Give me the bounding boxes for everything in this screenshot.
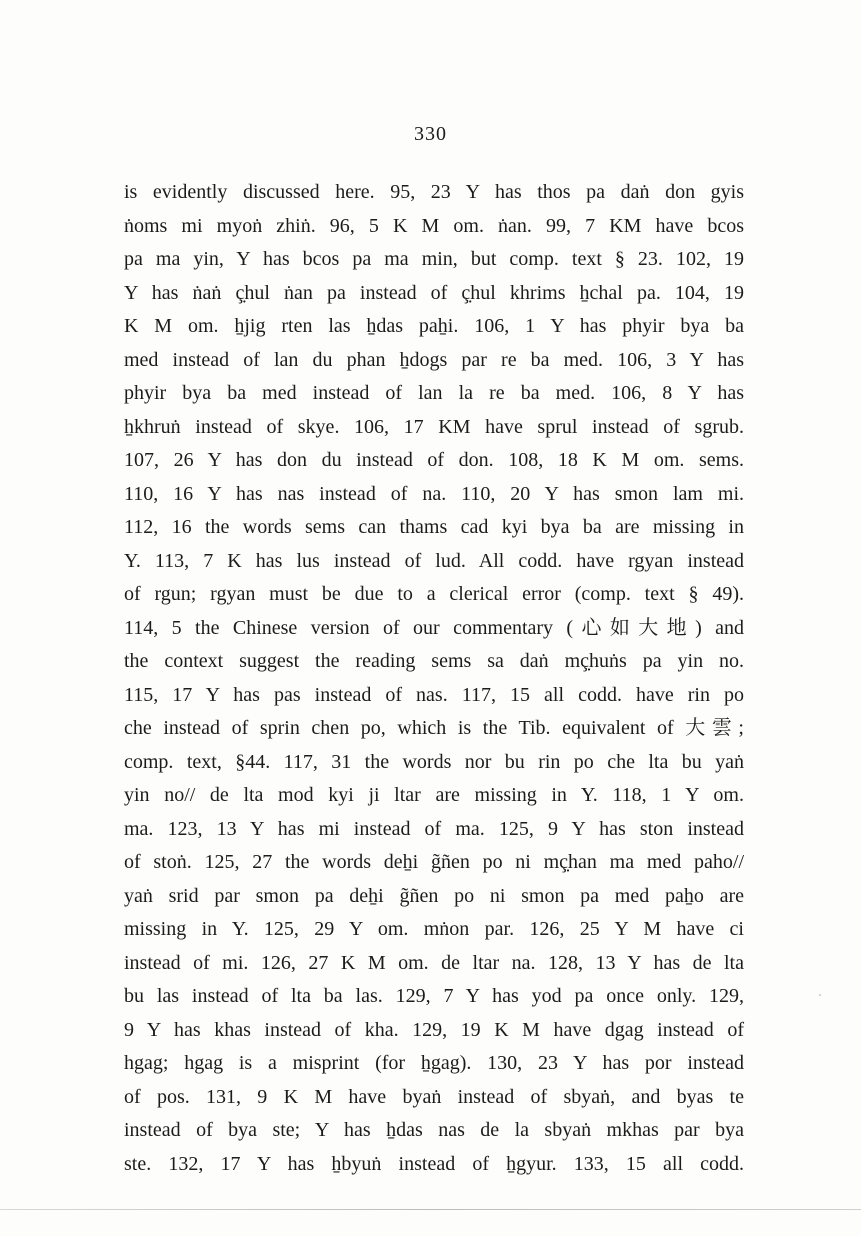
bottom-scan-edge (0, 1209, 861, 1210)
text-line: instead of mi. 126, 27 K M om. de ltar na. 128, 13 Y has de lta (124, 951, 744, 974)
text-line: 107, 26 Y has don du instead of don. 108, 18 K M om. sems. (124, 449, 744, 471)
text-line: is evidently discussed here. 95, 23 Y has thos pa daṅ don gyis (124, 181, 744, 203)
scan-speck (819, 994, 821, 996)
text-line: ẖkhruṅ instead of skye. 106, 17 KM have sprul instead of sgrub. (124, 415, 744, 438)
page-number: 330 (414, 123, 447, 145)
text-line: 9 Y has khas instead of kha. 129, 19 K M have dgag instead of (124, 1018, 744, 1041)
text-line: ste. 132, 17 Y has ẖbyuṅ instead of ẖgyur. 133, 15 all codd. (124, 1152, 744, 1175)
text-line: med instead of lan du phan ẖdogs par re ba med. 106, 3 Y has (124, 348, 744, 371)
text-line: comp. text, §44. 117, 31 the words nor bu rin po che lta bu yaṅ (124, 750, 744, 773)
text-line: 114, 5 the Chinese version of our commentary (心如大地) and (124, 616, 744, 639)
body-text (124, 176, 744, 1181)
text-line: ma. 123, 13 Y has mi instead of ma. 125, 9 Y has ston instead (124, 817, 744, 840)
text-line: 110, 16 Y has nas instead of na. 110, 20 Y has smon lam mi. (124, 482, 744, 505)
text-line: missing in Y. 125, 29 Y om. mṅon par. 126, 25 Y M have ci (124, 918, 744, 940)
text-line: pa ma yin, Y has bcos pa ma min, but comp. text § 23. 102, 19 (124, 248, 744, 270)
text-line: Y has ṅaṅ ç̣hul ṅan pa instead of ç̣hul khrims ẖchal pa. 104, 19 (124, 281, 744, 304)
text-line: of rgun; rgyan must be due to a clerical error (comp. text § 49). (124, 583, 744, 605)
text-line: hgag; hgag is a misprint (for ẖgag). 130, 23 Y has por instead (124, 1052, 744, 1074)
text-line: instead of bya ste; Y has ẖdas nas de la sbyaṅ mkhas par bya (124, 1119, 744, 1141)
text-line: bu las instead of lta ba las. 129, 7 Y has yod pa once only. 129, (124, 985, 744, 1007)
text-line: Y. 113, 7 K has lus instead of lud. All codd. have rgyan instead (124, 549, 744, 572)
text-line: of pos. 131, 9 K M have byaṅ instead of sbyaṅ, and byas te (124, 1085, 744, 1108)
text-line: 115, 17 Y has pas instead of nas. 117, 15 all codd. have rin po (124, 683, 744, 706)
text-line: che instead of sprin chen po, which is the Tib. equivalent of 大雲; (124, 717, 744, 739)
text-line: of stoṅ. 125, 27 the words deẖi g̃ñen po ni mç̣han ma med paho// (124, 851, 744, 873)
text-line: yaṅ srid par smon pa deẖi g̃ñen po ni smon pa med paẖo are (124, 884, 744, 907)
text-line: 112, 16 the words sems can thams cad kyi bya ba are missing in (124, 516, 744, 538)
text-line: ṅoms mi myoṅ zhiṅ. 96, 5 K M om. ṅan. 99, 7 KM have bcos (124, 214, 744, 237)
text-line: yin no// de lta mod kyi ji ltar are missing in Y. 118, 1 Y om. (124, 784, 744, 806)
text-line: K M om. ẖjig rten las ẖdas paẖi. 106, 1 Y has phyir bya ba (124, 315, 744, 337)
text-line: the context suggest the reading sems sa daṅ mç̣huṅs pa yin no. (124, 650, 744, 672)
text-line: phyir bya ba med instead of lan la re ba med. 106, 8 Y has (124, 382, 744, 404)
